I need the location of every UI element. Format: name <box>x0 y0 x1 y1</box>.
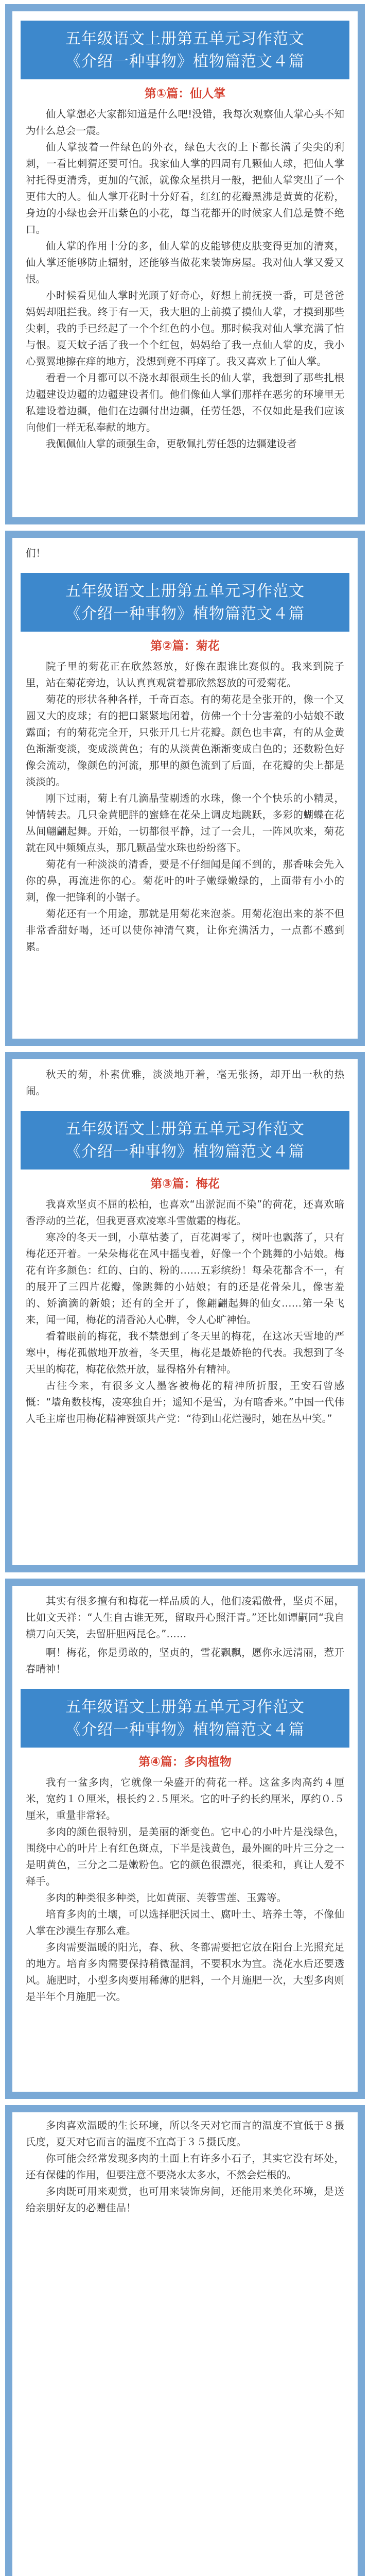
paragraph: 古往今来，有很多文人墨客被梅花的精神所折服，王安石曾感慨：“墙角数枝梅，凌寒独自开；遥知不是雪，为有暗香来。”中国一代伟人毛主席也用梅花精神赞颂共产党：“待到山花烂漫时，她在丛中笑。” <box>26 1380 344 1425</box>
paragraph: 院子里的菊花正在欣然怒放，好像在跟谁比赛似的。我来到院子里，站在菊花旁边，认认真真观赏着那欣然怒放的可爱菊花。 <box>26 660 344 689</box>
title-banner <box>21 1111 349 1170</box>
paragraph: 小时候看见仙人掌时光顾了好奇心，好想上前抚摸一番，可是爸爸妈妈却阻拦我。终于有一天，我大胆的上前摸了摸仙人掌，才摸到那些尖刺，我的手已经起了一个个红色的小包。那时候我对仙人掌充满了怕与恨。夏天蚊子活了我一个个红包，妈妈给了我一点仙人掌的皮，我小心翼翼地擦在痒的地方，没想到竟不再痒了。我又喜欢上了仙人掌。 <box>26 290 344 367</box>
banner-title-line2: 《介绍一种事物》植物篇范文４篇 <box>65 605 305 623</box>
paragraph: 我佩佩仙人掌的顽强生命，更敬佩扎劳任怨的边疆建设者 <box>46 438 297 450</box>
section-title: 第②篇：菊花 <box>150 639 220 653</box>
paragraph: 培育多肉的土壤，可以选择肥沃园土、腐叶土、培养土等，不像仙人掌在沙漠生存那么难。 <box>26 1908 344 1937</box>
article-card-2 <box>5 531 365 1046</box>
paragraph: 看着眼前的梅花，我不禁想到了冬天里的梅花，在这冰天雪地的严寒中，梅花孤傲地开放着，冬天里，梅花是最娇艳的代表。我想到了冬天里的梅花，梅花依然开放，显得格外有精神。 <box>26 1330 344 1375</box>
paragraph: 仙人掌披着一件绿色的外衣，绿色大衣的上下都长满了尖尖的利刺，一看比刺猬还要可怕。我家仙人掌的四周有几颗仙人球，把仙人掌衬托得更清秀，更加的气派，就像众星拱月一般，把仙人掌突出了一个更伟大的人。仙人掌开花时十分好看，红红的花瓣黑沸是黄黄的花粉，身边的小绿也会开出紫色的小花，每当花都开的时候家人们总是赞不绝口。 <box>26 141 344 235</box>
paragraph: 仙人掌想必大家都知道是什么吧!没错，我每次观察仙人掌心头不知为什么总会一震。 <box>26 108 344 137</box>
article-card-4 <box>5 1579 365 2099</box>
continued-text: 其实有很多擅有和梅花一样品质的人，他们凌霜傲骨，坚贞不屈，比如文天祥：“人生自古谁无死，留取丹心照汗青。”还比如谭嗣同“我自横刀向天笑，去留肝胆两昆仑。”…… <box>26 1595 344 1640</box>
paragraph: 多肉既可用来观赏，也可用来装饰房间，还能用来美化环境，是送给亲朋好友的必赠佳品！ <box>26 2185 344 2214</box>
paragraph: 寒冷的冬天一到，小草枯萎了，百花凋零了，树叶也飘落了，只有梅花还开着。一朵朵梅花在风中摇曳着，好像一个个跳舞的小姑娘。梅花有许多颜色：红的、白的、粉的……五彩缤纷！每朵花都含不一，有的展开了三四片花瓣，像跳舞的小姑娘；有的还是花骨朵儿，像害羞的、娇滴滴的新娘；还有的全开了，像翩翩起舞的仙女……第一朵飞来，闻一闻，梅花的清香沁人心脾，令人心旷神怡。 <box>26 1231 344 1326</box>
article-card-3 <box>5 1052 365 1572</box>
continued-text: 啊！梅花，你是勇敢的，坚贞的，雪花飘飘，愿你永远清丽，惹开春晴神！ <box>26 1647 344 1675</box>
banner-title-line2: 《介绍一种事物》植物篇范文４篇 <box>65 1143 305 1161</box>
section-title: 第③篇：梅花 <box>150 1177 220 1191</box>
paragraph: 我喜欢坚贞不屈的松柏，也喜欢“出淤泥而不染”的荷花，还喜欢暗香浮动的兰花，但我更喜欢凌寒斗雪傲霜的梅花。 <box>26 1198 344 1227</box>
article-card-1 <box>5 4 365 524</box>
banner-title-line1: 五年级语文上册第五单元习作范文 <box>65 30 305 48</box>
title-banner <box>21 1689 349 1748</box>
banner-title-line1: 五年级语文上册第五单元习作范文 <box>65 1120 305 1138</box>
paragraph: 你可能会经常发现多肉的土面上有许多小石子，其实它没有坏处，还有保健的作用，但要注意不要浇水太多水，不然会烂根的。 <box>26 2153 344 2181</box>
banner-title-line1: 五年级语文上册第五单元习作范文 <box>65 1698 305 1716</box>
banner-title-line2: 《介绍一种事物》植物篇范文４篇 <box>65 53 305 71</box>
banner-title-line1: 五年级语文上册第五单元习作范文 <box>65 582 305 600</box>
paragraph: 仙人掌的作用十分的多，仙人掌的皮能够使皮肤变得更加的清爽，仙人掌还能够防止辐射，还能够当做花来装饰房屋。我对仙人掌又爱又恨。 <box>26 240 344 285</box>
section-title: 第①篇：仙人掌 <box>144 87 226 100</box>
paragraph: 多肉需要温暖的阳光，春、秋、冬都需要把它放在阳台上光照充足的地方。培育多肉需要保持稍微湿润，不要积水为宜。浇花水后还要透风。施肥时，小型多肉要用稀薄的肥料，一个月施肥一次，大型多肉则是半年个月施肥一次。 <box>26 1941 344 2003</box>
section-title: 第④篇：多肉植物 <box>138 1755 232 1769</box>
continued-text: 秋天的菊，朴素优雅，淡淡地开着，毫无张扬，却开出一秋的热闹。 <box>26 1069 344 1097</box>
paragraph: 多肉的种类很多种类，比如黄丽、芙蓉雪莲、玉露等。 <box>46 1892 287 1904</box>
paragraph: 菊花的形状各种各样，千奇百态。有的菊花是全张开的，像一个又圆又大的皮球；有的把口紧紧地闭着，仿佛一个十分害羞的小姑娘不敢露面；有的菊花完全开，只张开几七片花瓣。颜色也丰富，有的从金黄色渐渐变淡，变成淡黄色；有的从淡黄色渐渐变成白色的；还数粉色好像会流动，像颜色的河流，那里的颜色流到了后面，在花瓣的尖上都是淡淡的。 <box>26 693 344 788</box>
paragraph: 多肉的颜色很特别，是美丽的渐变色。它中心的小叶片是浅绿色，围绕中心的叶片上有红色斑点，下半是浅黄色，最外圈的叶片三分之一是明黄色，三分之二是嫩粉色。它的颜色很漂亮，很柔和，真让人爱不释手。 <box>26 1826 344 1887</box>
banner-title-line2: 《介绍一种事物》植物篇范文４篇 <box>65 1721 305 1739</box>
paragraph: 我有一盆多肉，它就像一朵盛开的荷花一样。这盆多肉高约４厘米，宽约１０厘米，根长约２.５厘米。它的叶子约长约厘米，厚约０.５厘米，重量非常轻。 <box>26 1776 344 1821</box>
continued-text: 们！ <box>26 547 46 559</box>
paragraph: 菊花还有一个用途，那就是用菊花来泡茶。用菊花泡出来的茶不但非常香甜好喝，还可以使你神清气爽，让你充满活力，一点都不感到累。 <box>26 908 344 953</box>
paragraph: 多肉喜欢温暖的生长环境，所以冬天对它而言的温度不宜低于８摄氏度，夏天对它而言的温度不宜高于３５摄氏度。 <box>26 2120 344 2148</box>
paragraph: 刚下过雨，菊上有几滴晶莹剔透的水珠，像一个个快乐的小精灵，钟情转去。几只金黄肥胖的蜜蜂在花朵上调皮地跳跃，多彩的蝴蝶在花丛间翩翩起舞。开始，一切都很平静，过了一会儿，一阵风吹来，菊花就在风中频频点头，那几颗晶莹水珠也纷纷落下。 <box>26 792 344 854</box>
spacer <box>12 2112 358 2117</box>
paragraph: 菊花有一种淡淡的清香，要是不仔细闻是闻不到的，那香味会先入你的鼻，再流进你的心。菊花叶的叶子嫩绿嫩绿的，上面带有小小的刺，像一把锋利的小锯子。 <box>26 858 344 903</box>
article-card-5 <box>5 2105 365 2576</box>
paragraph: 看看一个月都可以不浇水却很顽生长的仙人掌，我想到了那些扎根边疆建设边疆的边疆建设者们。他们像仙人掌们那样在恶劣的环境里无私建设着边疆，他们在边疆付出边疆，任劳任怨，不仅如此是我们应该向他们一样无私奉献的地方。 <box>26 372 344 433</box>
title-banner <box>21 21 349 79</box>
title-banner <box>21 573 349 632</box>
